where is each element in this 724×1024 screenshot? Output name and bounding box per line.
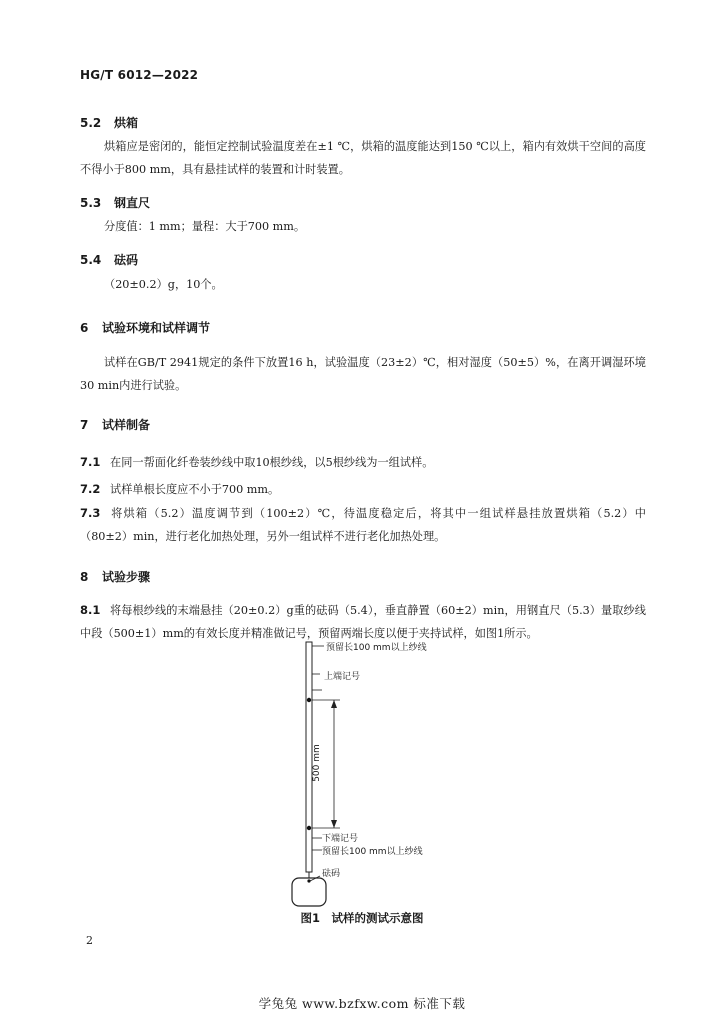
section-number: 5.4 [80,253,102,267]
section-7-heading [80,416,150,433]
clause-text: 在同一帮面化纤卷装纱线中取10根纱线，以5根纱线为一组试样。 [110,456,434,469]
section-5-2-heading [80,114,138,131]
section-number: 8 [80,570,89,584]
label-upper-mark: 上端记号 [324,672,361,682]
clause-number: 7.2 [80,482,101,496]
section-title: 试验步骤 [102,570,151,584]
clause-number: 7.1 [80,455,101,469]
label-weight: 砝码 [322,869,341,879]
page-number: 2 [86,934,93,947]
clause-text: 将每根纱线的末端悬挂（20±0.2）g重的砝码（5.4），垂直静置（60±2）min，用钢直尺（5.3）量取纱线中段（500±1）mm的有效长度并精准做记号，预留两端长度以便于夹持试样，如图1所示。 [80,604,646,640]
clause-text: 试样单根长度应不小于700 mm。 [110,483,280,496]
section-number: 6 [80,321,89,335]
section-8-heading [80,568,150,585]
section-title: 试验环境和试样调节 [102,321,211,335]
figure-1-drawing [270,636,470,906]
footer-watermark: 学兔兔 www.bzfxw.com 标准下载 [258,996,466,1011]
dimension-arrow-bottom [331,820,337,828]
section-5-4-heading [80,251,138,268]
section-number: 5.3 [80,196,102,210]
section-5-2-text: 烘箱应是密闭的，能恒定控制试验温度差在±1 ℃，烘箱的温度能达到150 ℃以上，箱内有效烘干空间的高度不得小于800 mm，具有悬挂试样的装置和计时装置。 [80,140,646,176]
section-5-3-heading [80,194,150,211]
clause-text: 将烘箱（5.2）温度调节到（100±2）℃，待温度稳定后，将其中一组试样悬挂放置烘箱（5.2）中（80±2）min，进行老化加热处理，另外一组试样不进行老化加热处理。 [80,507,646,543]
section-number: 5.2 [80,116,102,130]
clause-number: 8.1 [80,603,101,617]
section-5-3-text: 分度值：1 mm；量程：大于700 mm。 [104,220,306,233]
section-title: 砝码 [114,253,139,267]
clause-7-2 [80,478,646,501]
clause-number: 7.3 [80,506,101,520]
lower-mark-dot [307,826,311,830]
section-title: 试样制备 [102,418,151,432]
label-lower-mark: 下端记号 [322,834,359,844]
section-6-heading [80,319,210,336]
standard-code: HG/T 6012—2022 [80,68,199,82]
label-top-reserve: 预留长100 mm以上纱线 [326,643,427,653]
section-title: 烘箱 [114,116,139,130]
dimension-label: 500 mm [311,744,322,782]
label-bottom-reserve: 预留长100 mm以上纱线 [322,847,423,857]
figure-1 [270,636,470,906]
section-title: 钢直尺 [114,196,151,210]
figure-caption: 图1 试样的测试示意图 [300,911,424,925]
section-number: 7 [80,418,89,432]
section-5-4-text: （20±0.2）g，10个。 [104,278,223,291]
section-6-text: 试样在GB/T 2941规定的条件下放置16 h，试验温度（23±2）℃，相对湿度（50±5）%，在离开调湿环境30 min内进行试验。 [80,356,646,392]
clause-7-1 [80,451,646,474]
dimension-arrow-top [331,700,337,708]
clause-7-3 [80,502,646,548]
upper-mark-dot [307,698,311,702]
